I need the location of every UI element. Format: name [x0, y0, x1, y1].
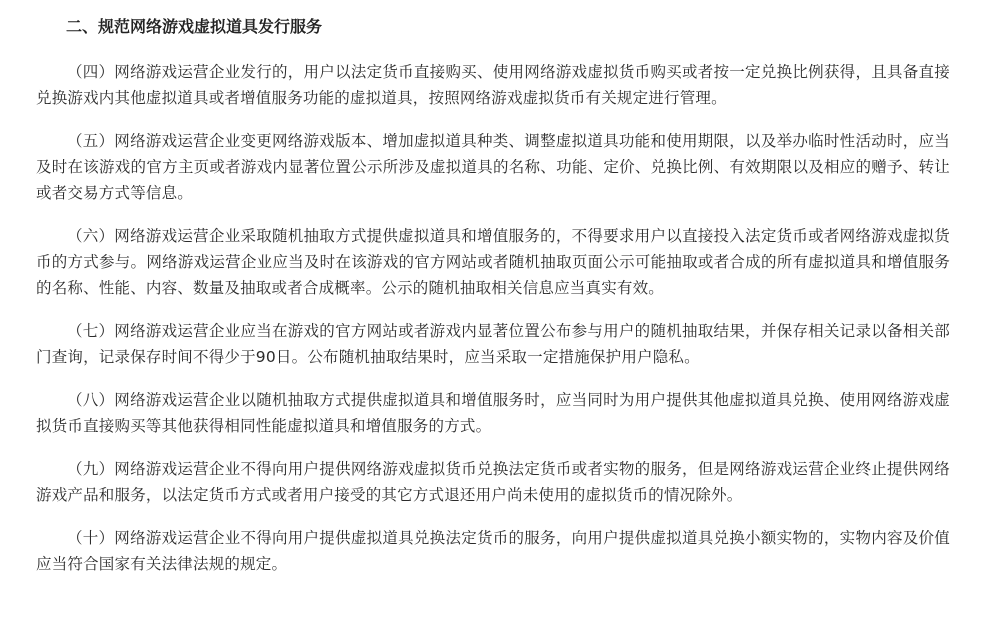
section-heading: 二、规范网络游戏虚拟道具发行服务	[66, 17, 323, 36]
paragraph-4: （四）网络游戏运营企业发行的，用户以法定货币直接购买、使用网络游戏虚拟货币购买或者按一定兑换比例获得，且具备直接兑换游戏内其他虚拟道具或者增值服务功能的虚拟道具，按照网络游戏虚拟货币有关规定进行管理。	[36, 63, 950, 107]
paragraph-5: （五）网络游戏运营企业变更网络游戏版本、增加虚拟道具种类、调整虚拟道具功能和使用期限，以及举办临时性活动时，应当及时在该游戏的官方主页或者游戏内显著位置公示所涉及虚拟道具的名称、功能、定价、兑换比例、有效期限以及相应的赠予、转让或者交易方式等信息。	[36, 132, 950, 202]
paragraph-6: （六）网络游戏运营企业采取随机抽取方式提供虚拟道具和增值服务的，不得要求用户以直接投入法定货币或者网络游戏虚拟货币的方式参与。网络游戏运营企业应当及时在该游戏的官方网站或者随机抽取页面公示可能抽取或者合成的所有虚拟道具和增值服务的名称、性能、内容、数量及抽取或者合成概率。公示的随机抽取相关信息应当真实有效。	[36, 227, 950, 297]
paragraph-10: （十）网络游戏运营企业不得向用户提供虚拟道具兑换法定货币的服务，向用户提供虚拟道具兑换小额实物的，实物内容及价值应当符合国家有关法律法规的规定。	[36, 529, 950, 573]
paragraph-8: （八）网络游戏运营企业以随机抽取方式提供虚拟道具和增值服务时，应当同时为用户提供其他虚拟道具兑换、使用网络游戏虚拟货币直接购买等其他获得相同性能虚拟道具和增值服务的方式。	[36, 391, 950, 435]
paragraph-7: （七）网络游戏运营企业应当在游戏的官方网站或者游戏内显著位置公布参与用户的随机抽取结果，并保存相关记录以备相关部门查询，记录保存时间不得少于90日。公布随机抽取结果时，应当采取一定措施保护用户隐私。	[36, 322, 950, 366]
paragraph-9: （九）网络游戏运营企业不得向用户提供网络游戏虚拟货币兑换法定货币或者实物的服务，但是网络游戏运营企业终止提供网络游戏产品和服务，以法定货币方式或者用户接受的其它方式退还用户尚未使用的虚拟货币的情况除外。	[36, 460, 950, 504]
